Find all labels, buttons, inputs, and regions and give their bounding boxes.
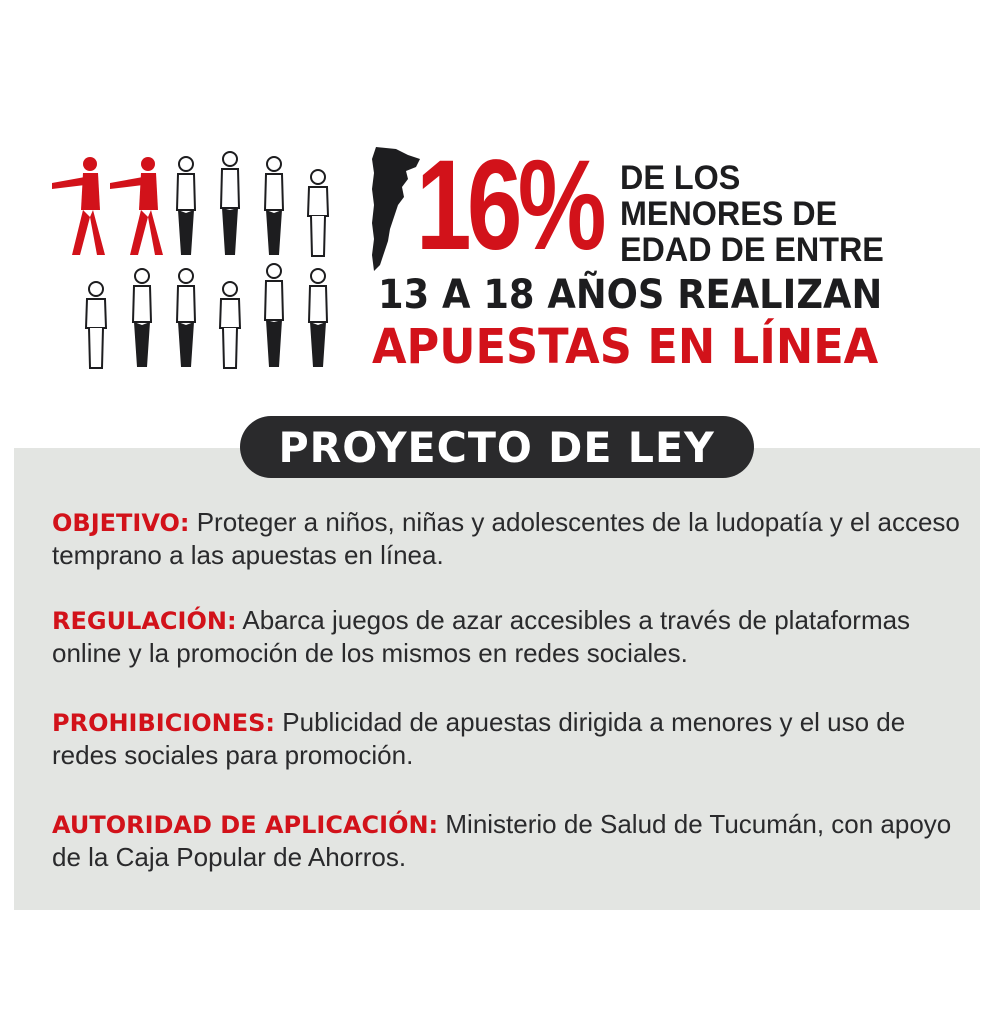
person-icon xyxy=(300,168,336,260)
headline-line: EDAD DE ENTRE xyxy=(620,231,884,269)
headline-description xyxy=(620,160,884,268)
item-label: OBJETIVO: xyxy=(52,509,190,537)
headline-age-range: 13 A 18 AÑOS REALIZAN xyxy=(378,272,883,318)
people-infographic xyxy=(50,150,340,375)
prohibitions-item xyxy=(52,706,972,771)
person-icon xyxy=(256,262,292,372)
item-label: PROHIBICIONES: xyxy=(52,709,276,737)
headline-line: MENORES DE xyxy=(620,195,838,233)
item-text: Abarca juegos de azar accesibles a través de plataformas online y la promoción de los mismos en redes sociales. xyxy=(52,605,911,668)
item-text: Proteger a niños, niñas y adolescentes de la ludopatía y el acceso temprano a las apuestas en línea. xyxy=(52,507,960,570)
item-label: AUTORIDAD DE APLICACIÓN: xyxy=(52,811,439,839)
person-icon xyxy=(212,150,248,260)
person-icon xyxy=(78,280,114,372)
person-icon xyxy=(124,267,160,372)
person-icon xyxy=(168,267,204,372)
red-person-icon xyxy=(108,155,168,260)
item-label: REGULACIÓN: xyxy=(52,607,237,635)
regulation-item xyxy=(52,604,972,669)
person-icon xyxy=(212,280,248,372)
authority-item xyxy=(52,808,972,873)
headline-percent: 16% xyxy=(416,134,602,277)
section-title: PROYECTO DE LEY xyxy=(278,422,716,472)
person-icon xyxy=(168,155,204,260)
red-person-icon xyxy=(50,155,110,260)
headline-line: DE LOS xyxy=(620,159,741,197)
person-icon xyxy=(300,267,336,372)
person-icon xyxy=(256,155,292,260)
section-title-pill xyxy=(240,416,754,478)
headline-highlight: APUESTAS EN LÍNEA xyxy=(372,319,879,375)
objective-item xyxy=(52,506,972,571)
item-text: Publicidad de apuestas dirigida a menores y el uso de redes sociales para promoción. xyxy=(52,707,906,770)
item-text: Ministerio de Salud de Tucumán, con apoyo de la Caja Popular de Ahorros. xyxy=(52,809,952,872)
